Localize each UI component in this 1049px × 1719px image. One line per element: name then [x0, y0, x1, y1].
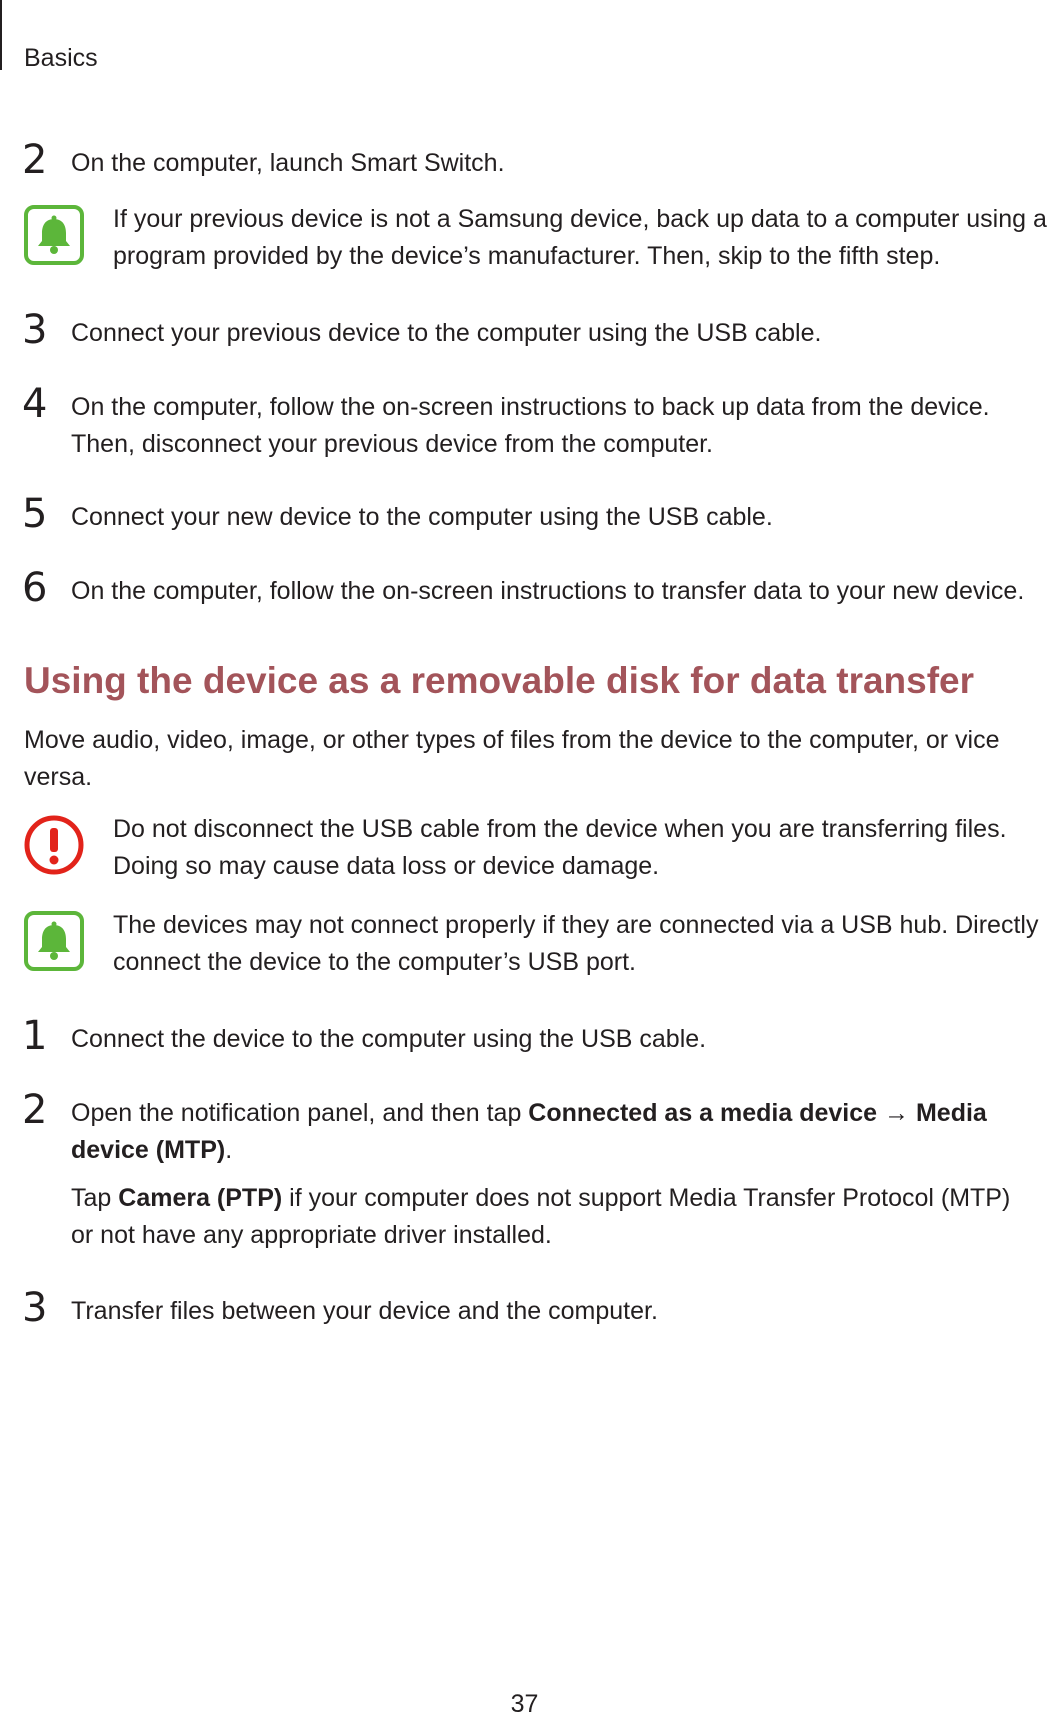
step-number: 2	[22, 1087, 48, 1133]
step-text: Connect your new device to the computer using the USB cable.	[71, 503, 773, 531]
menu-option-connected-as-media-device: Connected as a media device	[528, 1099, 878, 1127]
step-text: On the computer, follow the on-screen instructions to back up data from the device. Then, disconnect your previous device from the computer.	[71, 393, 990, 458]
step-number: 3	[22, 1285, 48, 1331]
step-text: On the computer, launch Smart Switch.	[71, 149, 505, 177]
step-number: 5	[22, 491, 48, 537]
step-text: Connect the device to the computer using the USB cable.	[71, 1025, 707, 1053]
step-text-part: .	[225, 1136, 233, 1164]
arrow-separator: →	[877, 1099, 916, 1127]
step-number: 2	[22, 137, 48, 183]
section-intro: Move audio, video, image, or other types of files from the device to the computer, or vice versa.	[24, 726, 1000, 791]
step-text: Transfer files between your device and the computer.	[71, 1297, 658, 1325]
option-camera-ptp: Camera (PTP)	[118, 1184, 283, 1212]
section-heading: Using the device as a removable disk for data transfer	[24, 660, 975, 701]
sub-text-part: if your computer does not support Media Transfer Protocol (MTP) or not have any appropriate driver installed.	[71, 1184, 1011, 1249]
step-number: 4	[22, 381, 48, 427]
caution-text: Do not disconnect the USB cable from the device when you are transferring files. Doing so may cause data loss or device damage.	[113, 815, 1007, 880]
page-number: 37	[510, 1690, 539, 1718]
note-text: The devices may not connect properly if they are connected via a USB hub. Directly connect the device to the computer’s USB port.	[113, 911, 1039, 976]
note-text: If your previous device is not a Samsung device, back up data to a computer using a program provided by the device’s manufacturer. Then, skip to the fifth step.	[113, 205, 1047, 270]
header-rule	[0, 0, 2, 70]
sub-text-part: Tap	[71, 1184, 119, 1212]
step-number: 3	[22, 307, 48, 353]
exclamation-icon	[24, 815, 84, 875]
step-number: 6	[22, 565, 48, 611]
bell-icon	[24, 205, 84, 265]
step-number: 1	[22, 1013, 48, 1059]
bell-icon	[24, 911, 84, 971]
step-text: On the computer, follow the on-screen instructions to transfer data to your new device.	[71, 577, 1025, 605]
step-text	[71, 1095, 1049, 1169]
menu-option-media-device-mtp: Media device (MTP)	[71, 1099, 987, 1164]
step-text-part: Open the notification panel, and then tap	[71, 1099, 529, 1127]
page-header-title: Basics	[24, 44, 98, 72]
step-sub-paragraph	[71, 1180, 1031, 1254]
step-text: Connect your previous device to the computer using the USB cable.	[71, 319, 822, 347]
